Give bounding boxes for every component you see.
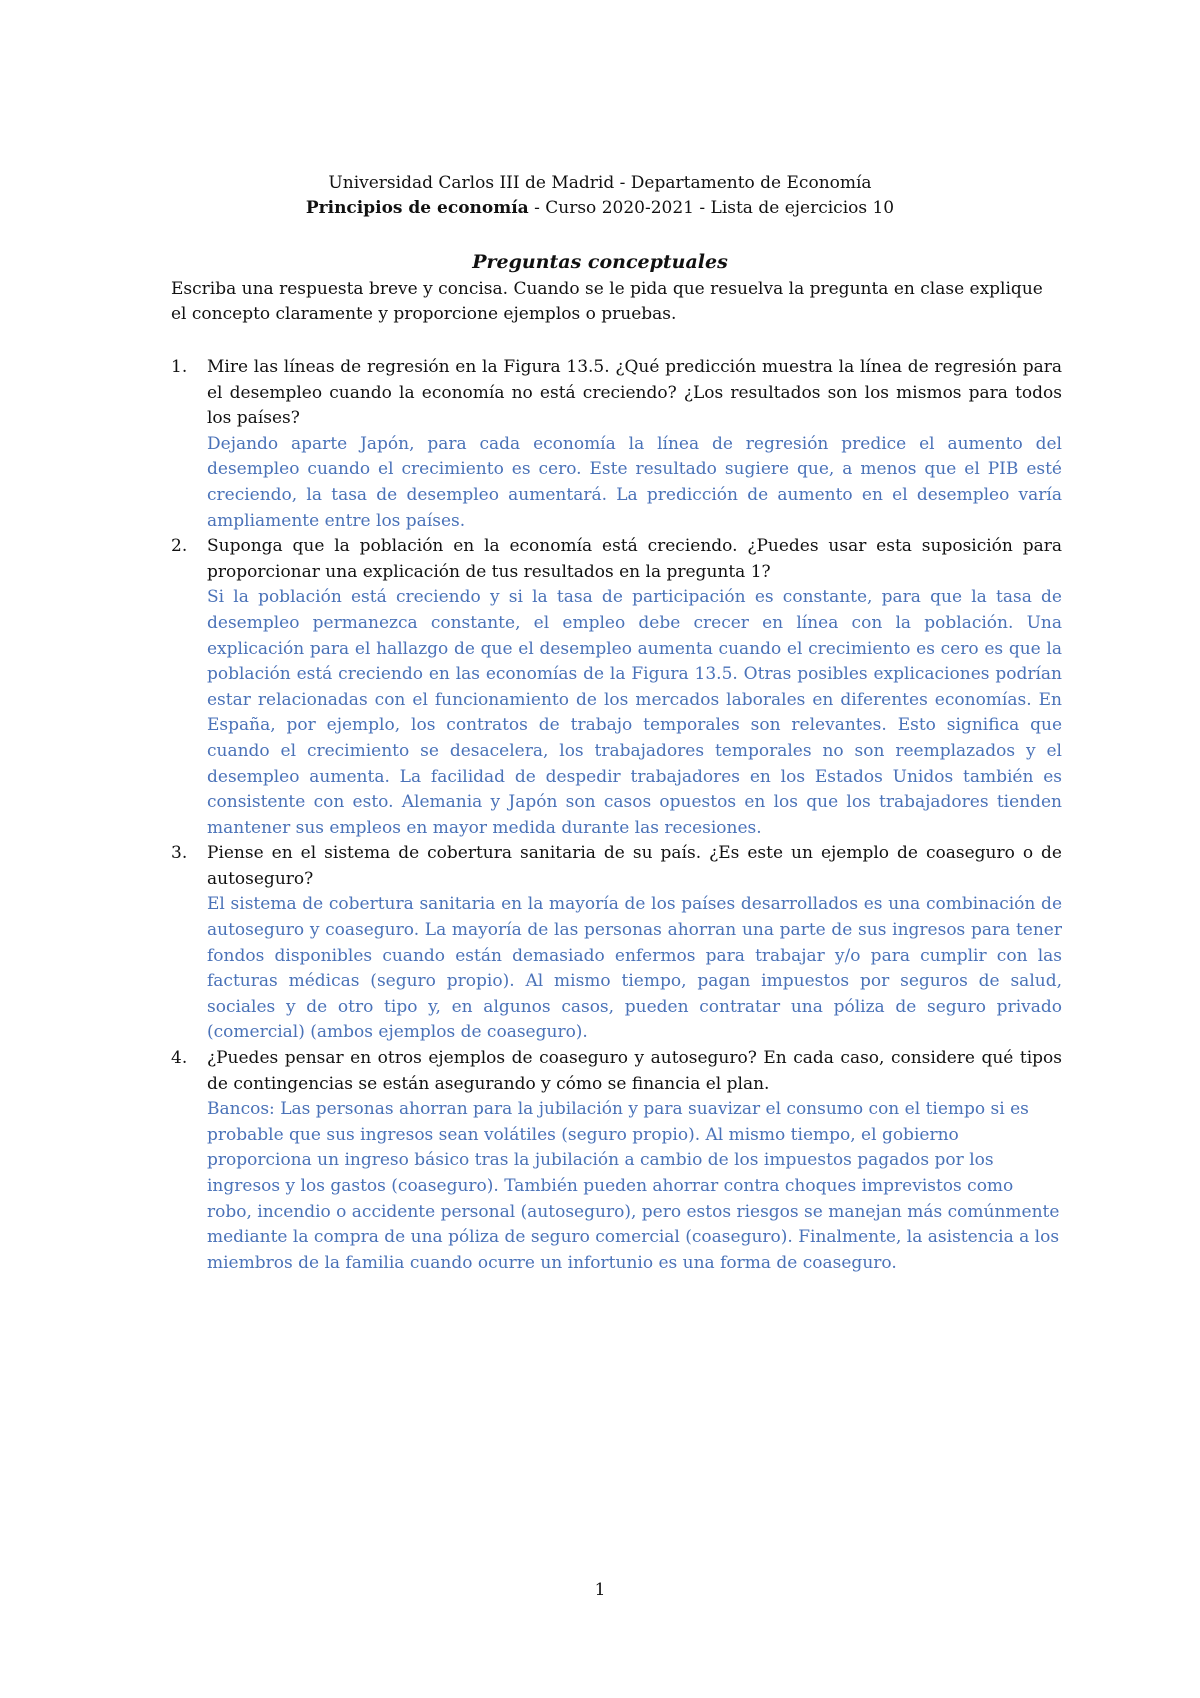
course-details: - Curso 2020-2021 - Lista de ejercicios 10 (528, 198, 895, 218)
answer-text: Bancos: Las personas ahorran para la jubilación y para suavizar el consumo con el tiempo si es probable que sus ingresos sean volátiles (seguro propio). Al mismo tiempo, el gobierno proporciona un ingreso básico tras la jubilación a cambio de los impuestos pagados por los ingresos y los gastos (coaseguro). También pueden ahorrar contra choques imprevistos como robo, incendio o accidente personal (autoseguro), pero estos riesgos se manejan más comúnmente mediante la compra de una póliza de seguro comercial (coaseguro). Finalmente, la asistencia a los miembros de la familia cuando ocurre un infortunio es una forma de coaseguro. (207, 1099, 1060, 1273)
question-item-3 (171, 841, 1062, 1046)
page-number: 1 (594, 1580, 606, 1600)
instructions-paragraph: Escriba una respuesta breve y concisa. Cuando se le pida que resuelva la pregunta en clase explique el concepto claramente y proporcione ejemplos o pruebas. (171, 279, 1043, 324)
document-header (0, 171, 1200, 221)
question-number: 2. (171, 536, 188, 557)
question-item-1 (171, 355, 1062, 534)
question-item-4 (171, 1046, 1062, 1276)
question-item-2 (171, 534, 1062, 841)
question-number: 1. (171, 357, 188, 377)
question-number: 4. (171, 1048, 188, 1069)
question-text: Piense en el sistema de cobertura sanitaria de su país. ¿Es este un ejemplo de coaseguro o de autoseguro? (207, 843, 1062, 889)
question-number: 3. (171, 843, 188, 864)
university-line: Universidad Carlos III de Madrid - Departamento de Economía (328, 173, 872, 193)
question-list (171, 355, 1062, 1276)
section-title: Preguntas conceptuales (472, 251, 728, 273)
question-text: Suponga que la población en la economía está creciendo. ¿Puedes usar esta suposición para proporcionar una explicación de tus resultados en la pregunta 1? (207, 536, 1062, 582)
answer-text: Dejando aparte Japón, para cada economía la línea de regresión predice el aumento del desempleo cuando el crecimiento es cero. Este resultado sugiere que, a menos que el PIB esté creciendo, la tasa de desempleo aumentará. La predicción de aumento en el desempleo varía ampliamente entre los países. (207, 433, 1062, 531)
answer-text: El sistema de cobertura sanitaria en la mayoría de los países desarrollados es una combinación de autoseguro y coaseguro. La mayoría de las personas ahorran una parte de sus ingresos para tener fondos disponibles cuando están demasiado enfermos para trabajar y/o para cumplir con las facturas médicas (seguro propio). Al mismo tiempo, pagan impuestos por seguros de salud, sociales y de otro tipo y, en algunos casos, pueden contratar una póliza de seguro privado (comercial) (ambos ejemplos de coaseguro). (207, 894, 1062, 1043)
question-text: ¿Puedes pensar en otros ejemplos de coaseguro y autoseguro? En cada caso, considere qué tipos de contingencias se están asegurando y cómo se financia el plan. (207, 1048, 1062, 1094)
course-line (0, 196, 1200, 221)
answer-text: Si la población está creciendo y si la tasa de participación es constante, para que la tasa de desempleo permanezca constante, el empleo debe crecer en línea con la población. Una explicación para el hallazgo de que el desempleo aumenta cuando el crecimiento es cero es que la población está creciendo en las economías de la Figura 13.5. Otras posibles explicaciones podrían estar relacionadas con el funcionamiento de los mercados laborales en diferentes economías. En España, por ejemplo, los contratos de trabajo temporales son relevantes. Esto significa que cuando el crecimiento se desacelera, los trabajadores temporales no son reemplazados y el desempleo aumenta. La facilidad de despedir trabajadores en los Estados Unidos también es consistente con esto. Alemania y Japón son casos opuestos en los que los trabajadores tienden mantener sus empleos en mayor medida durante las recesiones. (207, 587, 1062, 838)
question-text: Mire las líneas de regresión en la Figura 13.5. ¿Qué predicción muestra la línea de regresión para el desempleo cuando la economía no está creciendo? ¿Los resultados son los mismos para todos los países? (207, 357, 1062, 429)
course-title: Principios de economía (305, 198, 529, 218)
